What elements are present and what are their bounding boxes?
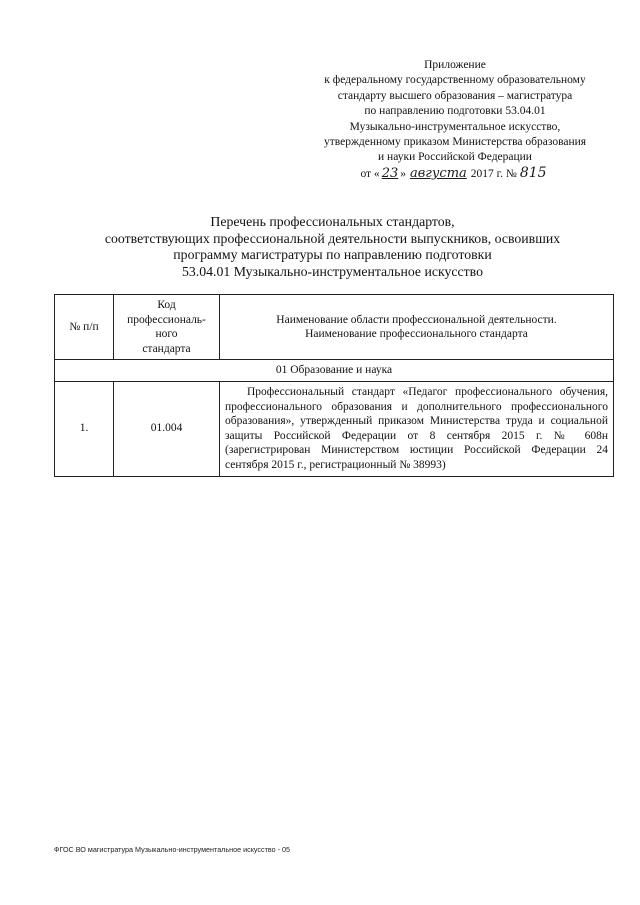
document-title [60,214,605,280]
title-line: программу магистратуры по направлению подготовки [173,247,492,262]
appendix-date-line [285,166,625,182]
title-line: соответствующих профессиональной деятельности выпускников, освоивших [104,230,561,246]
appendix-line: утвержденному приказом Министерства образования [323,136,587,149]
header-num: № п/п [55,295,114,360]
header-code-line: Код [157,299,176,311]
page-footer: ФГОС ВО магистратура Музыкально-инструментальное искусство - 05 [54,845,291,854]
title-line: Перечень профессиональных стандартов, [210,214,455,229]
header-code-line: профессиональ- [127,313,206,326]
row-num: 1. [55,381,114,476]
appendix-line: Музыкально-инструментальное искусство, [349,120,561,133]
standards-table [54,294,614,477]
header-name [220,295,614,360]
row-code: 01.004 [114,381,220,476]
header-code [114,295,220,360]
date-prefix: от « [360,167,380,180]
title-line: 53.04.01 Музыкально-инструментальное искусство [182,263,483,279]
handwritten-month: августа [409,165,467,181]
section-row [55,360,614,382]
table-row [55,381,614,476]
date-mid: » [400,167,406,180]
table-header-row [55,295,614,360]
appendix-line: стандарту высшего образования – магистратура [337,89,573,102]
appendix-line: Приложение [424,59,486,71]
appendix-line: и науки Российской Федерации [378,151,532,164]
handwritten-order-number: 815 [519,164,547,181]
header-name-line: Наименование области профессиональной деятельности. [276,313,557,326]
appendix-line: по направлению подготовки 53.04.01 [364,105,546,118]
row-description: Профессиональный стандарт «Педагог профессионального обучения, профессионального образования и дополнительного профессионального образования», утвержденный приказом Министерства труда и социальной защиты Российской Федерации от 8 сентября 2015 г. № 608н (зарегистрирован Министерством юстиции Российской Федерации 24 сентября 2015 г., регистрационный № 38993) [220,381,614,476]
date-year: 2017 г. № [470,167,517,180]
appendix-header [285,58,625,182]
appendix-line: к федеральному государственному образовательному [324,74,586,87]
header-code-line: ного [155,328,178,341]
handwritten-day: 23 [381,165,399,181]
header-code-line: стандарта [142,342,191,355]
section-title: 01 Образование и наука [55,360,614,382]
header-name-line: Наименование профессионального стандарта [305,328,528,341]
